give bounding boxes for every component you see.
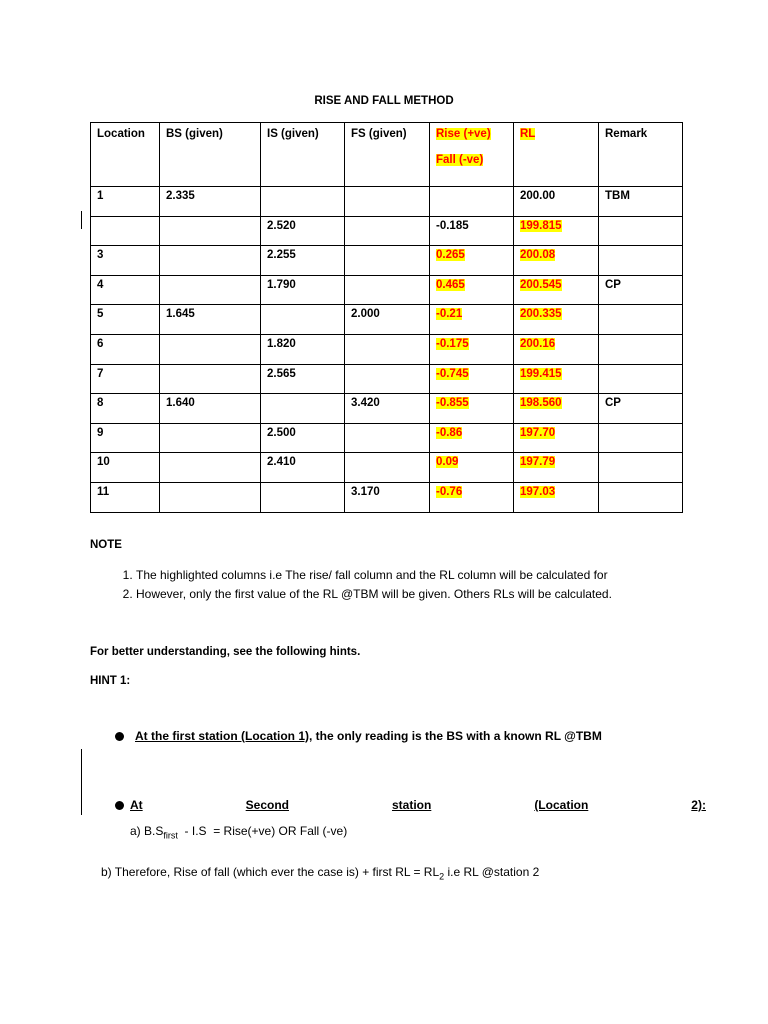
hint1-label: HINT 1: [90,675,131,687]
cell-remark: TBM [599,187,683,217]
cell-rl: 197.03 [514,482,599,512]
levels-table [90,122,683,513]
cell-rise-fall: 0.465 [430,275,514,305]
cell-is: 1.820 [261,334,345,364]
table-row [91,334,683,364]
cell-remark [599,216,683,246]
cell-rise-fall: 0.265 [430,246,514,276]
cell-fs: 3.170 [345,482,430,512]
cell-bs: 1.640 [160,394,261,424]
cell-fs [345,187,430,217]
cell-is: 2.255 [261,246,345,276]
header-rise: Rise (+ve) [436,128,491,140]
hints-intro: For better understanding, see the following hints. [90,646,361,658]
cell-remark: CP [599,275,683,305]
cell-location: 4 [91,275,160,305]
cell-bs [160,275,261,305]
cell-rl: 197.79 [514,453,599,483]
cell-remark [599,246,683,276]
cell-rl: 200.16 [514,334,599,364]
note-heading: NOTE [90,539,122,551]
cell-is: 2.520 [261,216,345,246]
cell-rl: 200.335 [514,305,599,335]
cell-fs [345,453,430,483]
cell-remark [599,305,683,335]
header-remark: Remark [599,123,683,187]
cell-rise-fall: -0.185 [430,216,514,246]
cell-rise-fall: -0.175 [430,334,514,364]
cell-rl: 199.815 [514,216,599,246]
cell-bs: 2.335 [160,187,261,217]
cell-bs [160,453,261,483]
bullet-icon [115,801,124,810]
cell-rl: 198.560 [514,394,599,424]
cell-location: 3 [91,246,160,276]
cell-fs [345,364,430,394]
cell-location: 1 [91,187,160,217]
cell-rise-fall: -0.745 [430,364,514,394]
cell-rl: 200.08 [514,246,599,276]
cell-is: 1.790 [261,275,345,305]
table-row [91,482,683,512]
cell-fs: 3.420 [345,394,430,424]
cell-is: 2.565 [261,364,345,394]
header-rl: RL [514,123,599,187]
cell-rise-fall: 0.09 [430,453,514,483]
change-bar [81,749,82,815]
cell-is [261,187,345,217]
hint-bullet-1: At the first station (Location 1), the only reading is the BS with a known RL @TBM [135,729,602,743]
cell-fs [345,246,430,276]
note-item: 2. However, only the first value of the RL @TBM will be given. Others RLs will be calculated. [136,585,756,604]
table-row [91,187,683,217]
cell-location: 11 [91,482,160,512]
cell-location: 8 [91,394,160,424]
cell-remark [599,334,683,364]
cell-fs [345,275,430,305]
cell-bs [160,246,261,276]
cell-rl: 199.415 [514,364,599,394]
table-row [91,364,683,394]
cell-remark: CP [599,394,683,424]
header-is: IS (given) [261,123,345,187]
cell-is: 2.500 [261,423,345,453]
header-rise-fall [430,123,514,187]
hint-bullet-2: At Second station (Location 2): [130,798,706,812]
cell-rl: 197.70 [514,423,599,453]
cell-bs [160,423,261,453]
cell-rl: 200.545 [514,275,599,305]
table-row [91,453,683,483]
cell-location: 9 [91,423,160,453]
table-row [91,394,683,424]
cell-is [261,394,345,424]
bullet-icon [115,732,124,741]
cell-location [91,216,160,246]
note-list [96,566,756,604]
table-row [91,246,683,276]
cell-fs: 2.000 [345,305,430,335]
cell-bs [160,364,261,394]
cell-rise-fall: -0.21 [430,305,514,335]
hint-sub-a: a) $B.S_{first} - I.S$ = Rise(+ve) OR Fall (-ve) [130,824,348,841]
document-title: RISE AND FALL METHOD [314,95,454,107]
cell-rise-fall: -0.76 [430,482,514,512]
header-bs: BS (given) [160,123,261,187]
cell-is: 2.410 [261,453,345,483]
cell-remark [599,364,683,394]
cell-bs [160,216,261,246]
cell-is [261,482,345,512]
cell-rise-fall: -0.855 [430,394,514,424]
note-item: 1. The highlighted columns i.e The rise/ fall column and the RL column will be calculated for [136,566,756,585]
cell-bs: 1.645 [160,305,261,335]
header-fs: FS (given) [345,123,430,187]
cell-fs [345,423,430,453]
cell-fs [345,334,430,364]
cell-rise-fall: -0.86 [430,423,514,453]
cell-bs [160,482,261,512]
cell-fs [345,216,430,246]
text-cursor [81,211,82,229]
cell-location: 10 [91,453,160,483]
table-row [91,216,683,246]
cell-remark [599,423,683,453]
cell-remark [599,453,683,483]
table-row [91,305,683,335]
hint-sub-b: b) Therefore, Rise of fall (which ever the case is) + first RL = $RL_2$ i.e RL @station 2 [101,865,540,882]
cell-remark [599,482,683,512]
table-row [91,275,683,305]
cell-location: 6 [91,334,160,364]
cell-is [261,305,345,335]
header-location: Location [91,123,160,187]
cell-rl: 200.00 [514,187,599,217]
cell-rise-fall [430,187,514,217]
table-row [91,423,683,453]
cell-bs [160,334,261,364]
table-header-row [91,123,683,187]
header-fall: Fall (-ve) [436,154,484,166]
cell-location: 7 [91,364,160,394]
cell-location: 5 [91,305,160,335]
